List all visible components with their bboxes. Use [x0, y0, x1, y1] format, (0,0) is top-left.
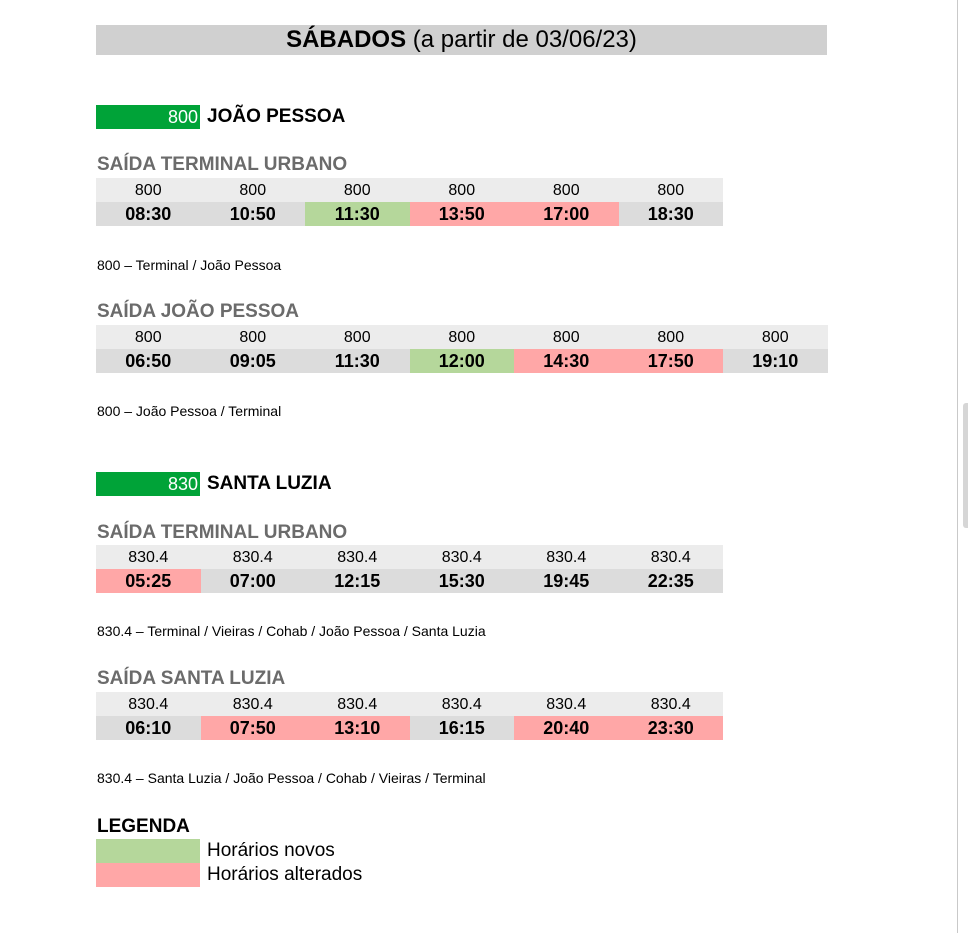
route-code-badge: 800 — [96, 105, 200, 129]
schedule-cell — [410, 692, 515, 740]
route-name: JOÃO PESSOA — [207, 106, 346, 127]
departure-time: 19:45 — [514, 569, 619, 593]
departure-time: 23:30 — [619, 716, 724, 740]
schedule-cell — [723, 325, 828, 373]
section-title: SAÍDA SANTA LUZIA — [97, 668, 286, 689]
line-code: 830.4 — [96, 545, 201, 569]
line-code: 800 — [96, 325, 201, 349]
line-code: 800 — [201, 325, 306, 349]
departure-time: 20:40 — [514, 716, 619, 740]
schedule-cell — [514, 545, 619, 593]
line-code: 800 — [410, 178, 515, 202]
schedule-cell — [305, 325, 410, 373]
schedule-cell — [96, 178, 201, 226]
route-description: 800 – Terminal / João Pessoa — [97, 257, 282, 273]
line-code: 800 — [305, 178, 410, 202]
departure-time: 07:00 — [201, 569, 306, 593]
route-description: 830.4 – Santa Luzia / João Pessoa / Cohab / Vieiras / Terminal — [97, 770, 486, 786]
schedule-cell — [305, 692, 410, 740]
schedule-cell — [96, 325, 201, 373]
page-border — [957, 0, 958, 933]
section-title: SAÍDA TERMINAL URBANO — [97, 154, 348, 175]
schedule-cell — [514, 692, 619, 740]
legend-item-changed — [96, 863, 362, 887]
departure-time: 14:30 — [514, 349, 619, 373]
line-code: 800 — [305, 325, 410, 349]
departure-time: 17:00 — [514, 202, 619, 226]
schedule-cell — [305, 545, 410, 593]
legend-swatch-changed — [96, 863, 200, 887]
line-code: 800 — [619, 178, 724, 202]
section-title: SAÍDA JOÃO PESSOA — [97, 301, 300, 322]
line-code: 800 — [514, 178, 619, 202]
line-code: 830.4 — [619, 545, 724, 569]
route-description: 800 – João Pessoa / Terminal — [97, 403, 282, 419]
departure-time: 12:15 — [305, 569, 410, 593]
line-code: 830.4 — [410, 545, 515, 569]
route-header-830 — [96, 472, 332, 496]
schedule-cell — [96, 692, 201, 740]
timetable — [96, 692, 723, 740]
line-code: 830.4 — [410, 692, 515, 716]
timetable — [96, 178, 723, 226]
departure-time: 17:50 — [619, 349, 724, 373]
page-title-day: SÁBADOS — [286, 26, 407, 53]
legend-label: Horários alterados — [207, 864, 363, 885]
line-code: 800 — [619, 325, 724, 349]
schedule-cell — [619, 325, 724, 373]
route-name: SANTA LUZIA — [207, 473, 332, 494]
route-header-800 — [96, 105, 345, 129]
departure-time: 11:30 — [305, 202, 410, 226]
departure-time: 08:30 — [96, 202, 201, 226]
line-code: 800 — [514, 325, 619, 349]
line-code: 800 — [723, 325, 828, 349]
line-code: 830.4 — [305, 692, 410, 716]
route-code-badge: 830 — [96, 472, 200, 496]
timetable — [96, 545, 723, 593]
schedule-cell — [305, 178, 410, 226]
legend-title: LEGENDA — [97, 816, 190, 837]
line-code: 830.4 — [619, 692, 724, 716]
departure-time: 10:50 — [201, 202, 306, 226]
departure-time: 19:10 — [723, 349, 828, 373]
departure-time: 22:35 — [619, 569, 724, 593]
departure-time: 15:30 — [410, 569, 515, 593]
page-title — [96, 25, 827, 55]
legend-label: Horários novos — [207, 840, 335, 861]
schedule-cell — [201, 692, 306, 740]
line-code: 830.4 — [201, 545, 306, 569]
legend-item-new — [96, 839, 335, 863]
schedule-cell — [514, 178, 619, 226]
departure-time: 18:30 — [619, 202, 724, 226]
departure-time: 13:10 — [305, 716, 410, 740]
route-description: 830.4 – Terminal / Vieiras / Cohab / João Pessoa / Santa Luzia — [97, 623, 486, 639]
line-code: 800 — [201, 178, 306, 202]
line-code: 830.4 — [514, 692, 619, 716]
schedule-cell — [410, 178, 515, 226]
schedule-cell — [410, 325, 515, 373]
legend-swatch-new — [96, 839, 200, 863]
departure-time: 11:30 — [305, 349, 410, 373]
schedule-cell — [410, 545, 515, 593]
line-code: 800 — [410, 325, 515, 349]
section-title: SAÍDA TERMINAL URBANO — [97, 522, 348, 543]
departure-time: 07:50 — [201, 716, 306, 740]
departure-time: 09:05 — [201, 349, 306, 373]
departure-time: 12:00 — [410, 349, 515, 373]
departure-time: 06:50 — [96, 349, 201, 373]
schedule-cell — [96, 545, 201, 593]
departure-time: 06:10 — [96, 716, 201, 740]
line-code: 830.4 — [514, 545, 619, 569]
schedule-cell — [514, 325, 619, 373]
schedule-cell — [201, 545, 306, 593]
line-code: 830.4 — [96, 692, 201, 716]
schedule-cell — [201, 178, 306, 226]
line-code: 830.4 — [305, 545, 410, 569]
timetable — [96, 325, 828, 373]
line-code: 800 — [96, 178, 201, 202]
schedule-cell — [619, 545, 724, 593]
schedule-cell — [201, 325, 306, 373]
departure-time: 16:15 — [410, 716, 515, 740]
departure-time: 13:50 — [410, 202, 515, 226]
schedule-cell — [619, 692, 724, 740]
line-code: 830.4 — [201, 692, 306, 716]
page-title-date: (a partir de 03/06/23) — [406, 26, 637, 53]
scrollbar-handle[interactable] — [963, 403, 968, 528]
departure-time: 05:25 — [96, 569, 201, 593]
schedule-cell — [619, 178, 724, 226]
